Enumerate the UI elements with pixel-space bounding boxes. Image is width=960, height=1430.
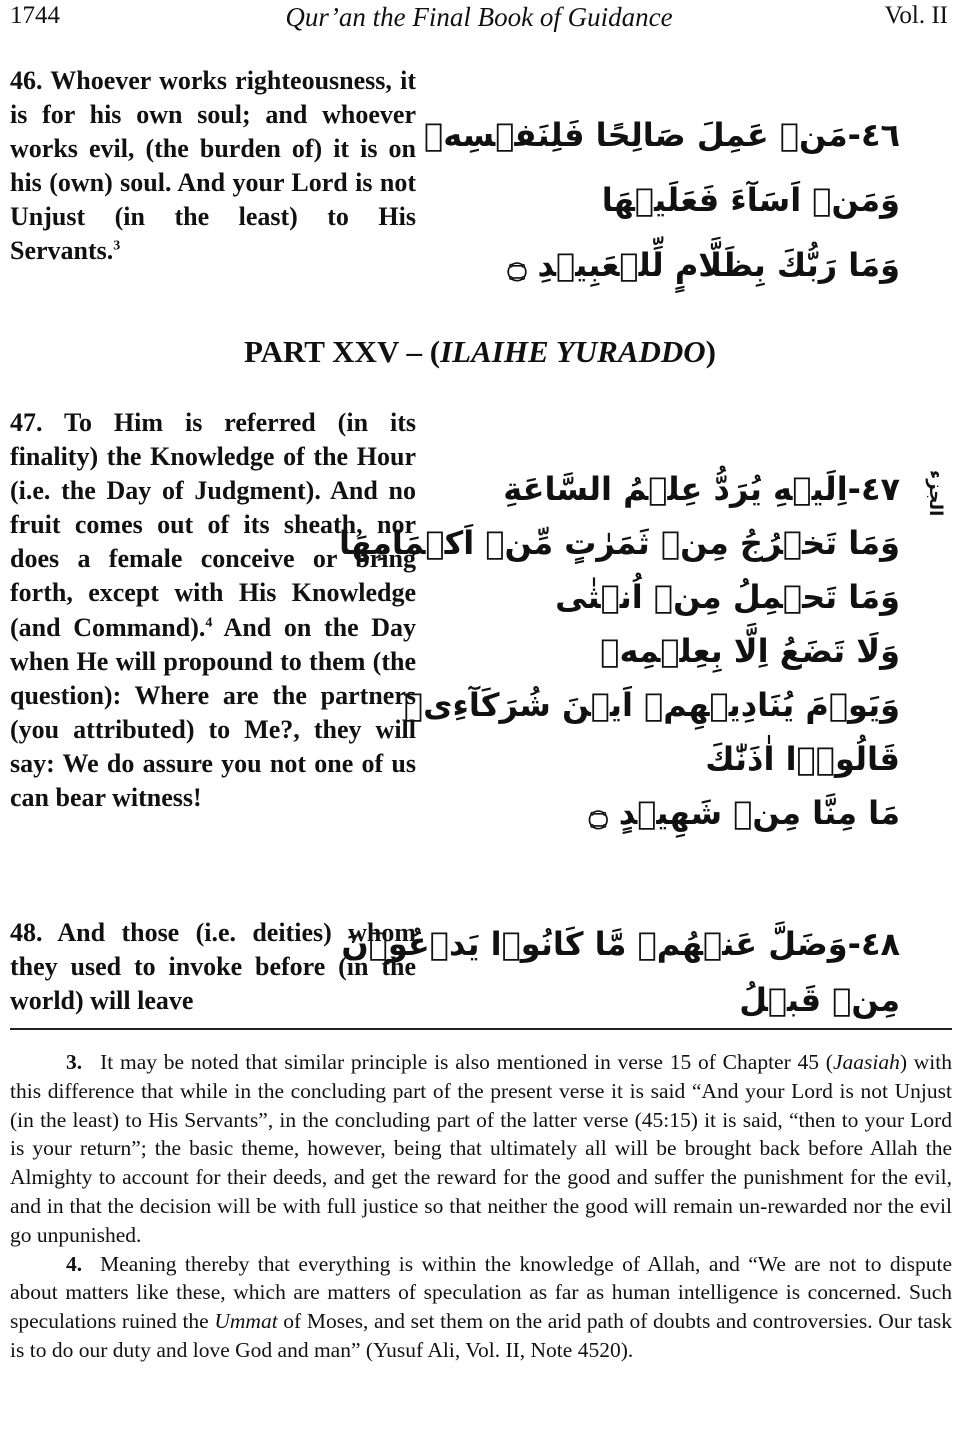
verse-47-text-a: 47. To Him is referred (in its finality) the Knowledge of the Hour (i.e. the Day of Judgment). And no fruit comes out of its sheath, nor does a female conceive or bring forth, except with His Knowledge (and Command). [10, 408, 416, 642]
arabic-line: قَالُوۡۤا اٰذَنّٰكَ [705, 740, 900, 778]
footnotes [10, 1048, 952, 1365]
arabic-line: وَلَا تَضَعُ اِلَّا بِعِلۡمِهٖ [600, 632, 900, 670]
page-header [10, 0, 948, 40]
part-heading-suffix: ) [705, 334, 716, 369]
arabic-line: ٤٦-مَنۡ عَمِلَ صَالِحًا فَلِنَفۡسِهٖ [424, 116, 900, 154]
verse-47-english [10, 406, 416, 815]
footnote-italic: Ummat [214, 1309, 278, 1334]
verse-48-arabic [341, 916, 900, 1028]
arabic-line: ٤٨-وَضَلَّ عَنۡهُمۡ مَّا كَانُوۡا يَدۡعُوۡنَ [341, 925, 900, 963]
part-heading-prefix: PART XXV – ( [243, 334, 441, 369]
footnote-number: 4. [66, 1251, 83, 1276]
footnote-ref-4[interactable]: 4 [205, 614, 213, 630]
volume-label: Vol. II [884, 2, 948, 29]
footnote-number: 3. [66, 1050, 83, 1074]
footnote-italic: Jaasiah [832, 1050, 900, 1074]
arabic-line: مَا مِنَّا مِنۡ شَهِيۡدٍ ۝ [588, 794, 900, 832]
verse-46-arabic [424, 103, 900, 298]
footnote-text: It may be noted that similar principle is also mentioned in verse 15 of Chapter 45 ( [100, 1050, 833, 1074]
verse-46-english [10, 64, 416, 269]
arabic-line: وَمَا تَحۡمِلُ مِنۡ اُنۡثٰى [555, 578, 900, 616]
footnote-text: of Moses, and set them on the arid path of doubts and controversies. Our task is to do our duty and love God and man” (Yusuf Ali, Vol. II, Note 4520). [10, 1309, 952, 1362]
arabic-line: وَمَا رَبُّكَ بِظَلَّامٍ لِّلۡعَبِيۡدِ ۝ [507, 246, 900, 284]
part-heading-name: ILAIHE YURADDO [440, 334, 706, 369]
verse-47-arabic [338, 462, 900, 840]
verse-47-text-b: And on the Day when He will propound to them (the question): Where are the partners (you attributed) to Me?, they will say: We do assure you not one of us can bear witness! [10, 612, 417, 813]
arabic-line: ٤٧-اِلَيۡهِ يُرَدُّ عِلۡمُ السَّاعَةِ [503, 470, 900, 508]
arabic-line: مِنۡ قَبۡلُ [739, 981, 900, 1019]
arabic-line: وَمَنۡ اَسَآءَ فَعَلَيۡهَا [601, 181, 900, 219]
footnote-ref-3[interactable]: 3 [113, 238, 121, 254]
footnote-3 [10, 1048, 952, 1250]
book-title: Qur’an the Final Book of Guidance [285, 2, 673, 32]
verse-46-text: 46. Whoever works righteousness, it is for his own soul; and whoever works evil, (the burden of) it is on his (own) soul. And your Lord is not Unjust (in the least) to His Servants. [10, 66, 416, 266]
part-heading [0, 334, 960, 370]
footnote-text: Meaning thereby that everything is within the knowledge of Allah, and “We are not to dispute about matters like these, which are matters of speculation as far as human intelligence is concerned. Such speculations ruined the [10, 1251, 952, 1334]
verse-48-english: 48. And those (i.e. deities) whom they used to invoke before (in the world) will leave [10, 918, 416, 1016]
arabic-line: وَمَا تَخۡرُجُ مِنۡ ثَمَرٰتٍ مِّنۡ اَكۡمَامِهَا [338, 524, 900, 562]
footnote-4 [10, 1250, 952, 1365]
juz-margin-mark: الجزء [925, 470, 946, 517]
arabic-line: وَيَوۡمَ يُنَادِيۡهِمۡ اَيۡنَ شُرَكَآءِىۡ [403, 686, 900, 724]
footnote-divider [10, 1028, 952, 1030]
footnote-text: ) with this difference that while in the concluding part of the present verse it is said “And your Lord is not Unjust (in the least) to His Servants”, in the concluding part of the latter verse (45:15) it is said, “then to your Lord is your return”; the basic theme, however, being that ultimately all will be brought back before Allah the Almighty to account for their deeds, and get the reward for the good and suffer the punishment for the evil, and in that the decision will be with full justice so that neither the good will remain un-rewarded nor the evil go unpunished. [10, 1050, 952, 1247]
page-number: 1744 [10, 2, 60, 29]
